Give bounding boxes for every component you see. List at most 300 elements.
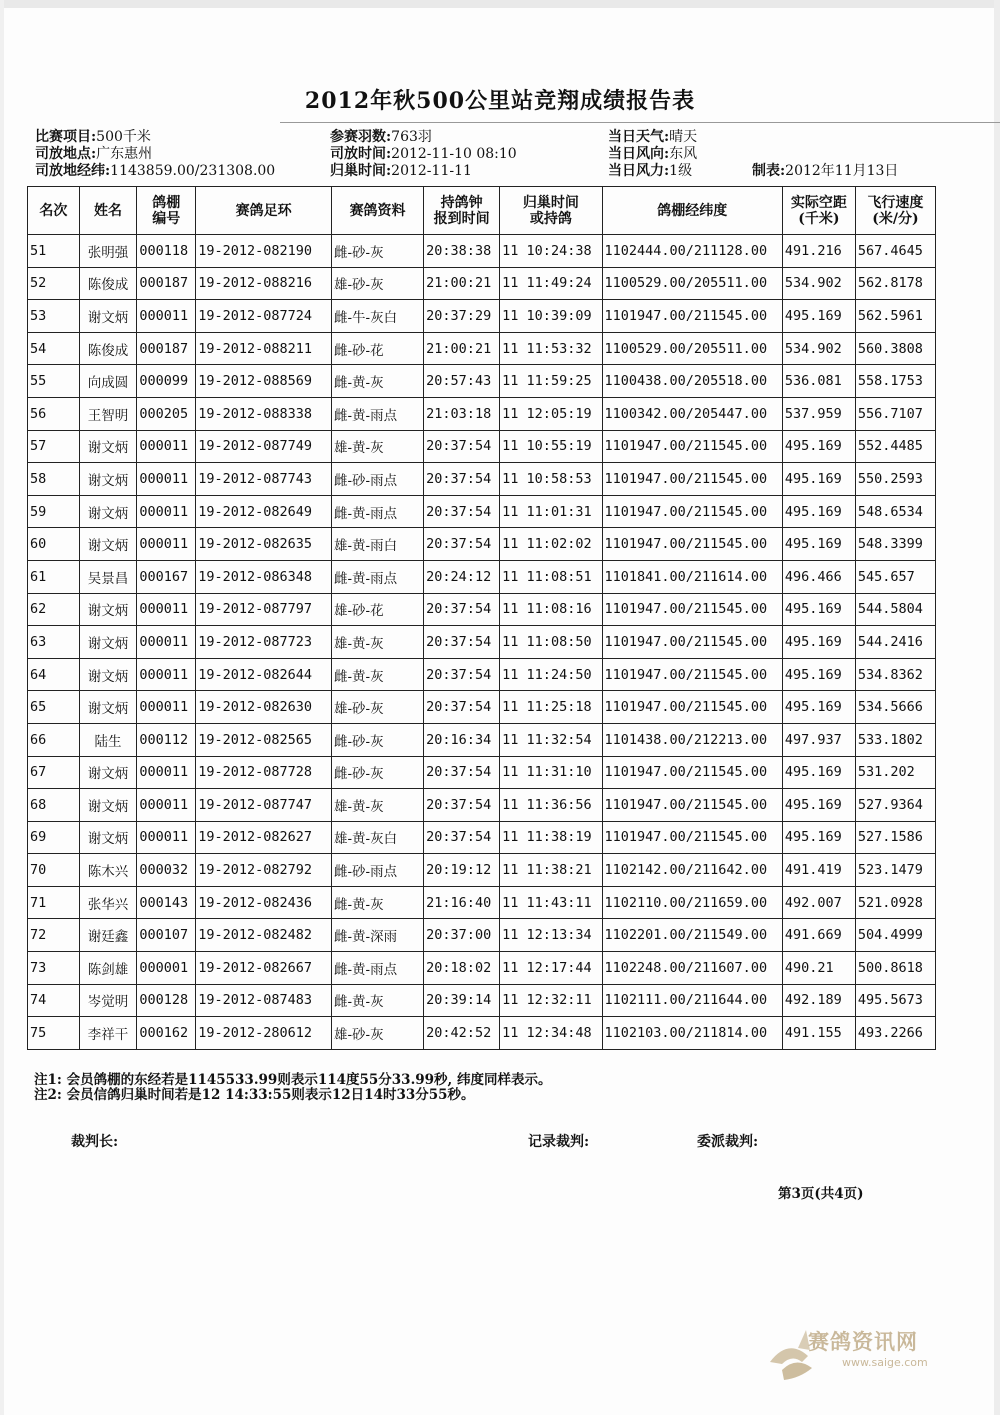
loft-coord-cell: 1102142.00/211642.00 [602, 854, 782, 887]
distance-cell: 495.169 [782, 593, 855, 626]
arrival-time-cell: 11 11:43:11 [500, 886, 602, 919]
watermark-url: www.saige.com [842, 1356, 928, 1369]
pigeon-info-cell: 雌-砂-灰 [331, 235, 423, 268]
meta-weather: 当日天气:晴天 [608, 129, 698, 145]
ring-cell: 19-2012-082792 [196, 854, 332, 887]
distance-cell: 495.169 [782, 756, 855, 789]
distance-cell: 492.007 [782, 886, 855, 919]
ring-cell: 19-2012-087749 [196, 430, 332, 463]
loft-coord-cell: 1101841.00/211614.00 [602, 560, 782, 593]
name-cell: 谢文炳 [79, 430, 137, 463]
loft-cell: 000099 [137, 365, 196, 398]
rank-cell: 66 [28, 723, 80, 756]
speed-cell: 500.8618 [855, 952, 935, 985]
rank-cell: 52 [28, 267, 80, 300]
speed-cell: 495.5673 [855, 984, 935, 1017]
clock-time-cell: 20:37:54 [424, 626, 500, 659]
pigeon-info-cell: 雄-砂-灰 [331, 1017, 423, 1050]
footnote-2: 注2: 会员信鸽归巢时间若是12 14:33:55则表示12日14时33分55秒。 [34, 1087, 475, 1103]
pigeon-info-cell: 雌-砂-灰 [331, 756, 423, 789]
name-cell: 陆生 [79, 723, 137, 756]
pigeon-info-cell: 雌-牛-灰白 [331, 300, 423, 333]
ring-cell: 19-2012-088338 [196, 397, 332, 430]
rank-cell: 68 [28, 789, 80, 822]
table-row [28, 528, 936, 561]
clock-time-cell: 21:00:21 [424, 332, 500, 365]
arrival-time-cell: 11 12:32:11 [500, 984, 602, 1017]
arrival-time-cell: 11 11:08:50 [500, 626, 602, 659]
arrival-time-cell: 11 10:55:19 [500, 430, 602, 463]
distance-cell: 537.959 [782, 397, 855, 430]
arrival-time-cell: 11 11:49:24 [500, 267, 602, 300]
watermark-text: 赛鸽资讯网 [808, 1330, 918, 1354]
speed-cell: 552.4485 [855, 430, 935, 463]
loft-cell: 000205 [137, 397, 196, 430]
loft-coord-cell: 1101947.00/211545.00 [602, 789, 782, 822]
ring-cell: 19-2012-082667 [196, 952, 332, 985]
distance-cell: 495.169 [782, 789, 855, 822]
rank-cell: 70 [28, 854, 80, 887]
speed-cell: 558.1753 [855, 365, 935, 398]
loft-coord-cell: 1101947.00/211545.00 [602, 528, 782, 561]
distance-cell: 491.419 [782, 854, 855, 887]
table-row [28, 658, 936, 691]
distance-cell: 495.169 [782, 691, 855, 724]
clock-time-cell: 20:37:00 [424, 919, 500, 952]
name-cell: 谢文炳 [79, 821, 137, 854]
distance-cell: 495.169 [782, 430, 855, 463]
loft-coord-cell: 1102111.00/211644.00 [602, 984, 782, 1017]
arrival-time-cell: 11 11:02:02 [500, 528, 602, 561]
pigeon-info-cell: 雌-黄-灰 [331, 984, 423, 1017]
loft-cell: 000107 [137, 919, 196, 952]
loft-cell: 000011 [137, 495, 196, 528]
arrival-time-cell: 11 11:32:54 [500, 723, 602, 756]
ring-cell: 19-2012-082635 [196, 528, 332, 561]
clock-time-cell: 20:16:34 [424, 723, 500, 756]
pigeon-info-cell: 雌-砂-灰 [331, 723, 423, 756]
pigeon-info-cell: 雌-黄-雨点 [331, 397, 423, 430]
loft-coord-cell: 1101947.00/211545.00 [602, 821, 782, 854]
scan-edge-left [0, 0, 4, 1415]
clock-time-cell: 20:42:52 [424, 1017, 500, 1050]
ring-cell: 19-2012-087723 [196, 626, 332, 659]
pigeon-info-cell: 雄-黄-灰白 [331, 821, 423, 854]
header-clock: 持鸽钟 报到时间 [424, 187, 500, 235]
name-cell: 谢文炳 [79, 593, 137, 626]
rank-cell: 55 [28, 365, 80, 398]
rank-cell: 60 [28, 528, 80, 561]
arrival-time-cell: 11 10:24:38 [500, 235, 602, 268]
distance-cell: 495.169 [782, 463, 855, 496]
scan-edge-top [0, 0, 1000, 8]
ring-cell: 19-2012-280612 [196, 1017, 332, 1050]
arrival-time-cell: 11 11:36:56 [500, 789, 602, 822]
loft-cell: 000011 [137, 463, 196, 496]
header-coord: 鸽棚经纬度 [602, 187, 782, 235]
rank-cell: 67 [28, 756, 80, 789]
table-row [28, 691, 936, 724]
ring-cell: 19-2012-087747 [196, 789, 332, 822]
speed-cell: 560.3808 [855, 332, 935, 365]
rank-cell: 56 [28, 397, 80, 430]
speed-cell: 544.5804 [855, 593, 935, 626]
pigeon-info-cell: 雌-黄-灰 [331, 886, 423, 919]
table-row [28, 919, 936, 952]
pigeon-info-cell: 雄-砂-灰 [331, 691, 423, 724]
clock-time-cell: 20:37:54 [424, 691, 500, 724]
header-name: 姓名 [79, 187, 137, 235]
speed-cell: 523.1479 [855, 854, 935, 887]
signature-delegated-referee: 委派裁判: [697, 1134, 759, 1150]
arrival-time-cell: 11 11:01:31 [500, 495, 602, 528]
speed-cell: 493.2266 [855, 1017, 935, 1050]
ring-cell: 19-2012-087483 [196, 984, 332, 1017]
speed-cell: 567.4645 [855, 235, 935, 268]
meta-return-time: 归巢时间:2012-11-11 [330, 163, 472, 179]
clock-time-cell: 20:37:29 [424, 300, 500, 333]
loft-coord-cell: 1102444.00/211128.00 [602, 235, 782, 268]
table-row [28, 756, 936, 789]
clock-time-cell: 20:37:54 [424, 789, 500, 822]
loft-cell: 000011 [137, 658, 196, 691]
arrival-time-cell: 11 11:59:25 [500, 365, 602, 398]
speed-cell: 556.7107 [855, 397, 935, 430]
signature-chief-referee: 裁判长: [71, 1134, 119, 1150]
rank-cell: 73 [28, 952, 80, 985]
loft-coord-cell: 1102201.00/211549.00 [602, 919, 782, 952]
meta-race-item: 比赛项目:500千米 [35, 129, 151, 145]
meta-wind-force: 当日风力:1级 [608, 163, 693, 179]
rank-cell: 51 [28, 235, 80, 268]
pigeon-info-cell: 雌-黄-雨点 [331, 952, 423, 985]
distance-cell: 495.169 [782, 528, 855, 561]
meta-made-date: 制表:2012年11月13日 [752, 163, 899, 179]
rank-cell: 63 [28, 626, 80, 659]
loft-cell: 000011 [137, 626, 196, 659]
name-cell: 谢文炳 [79, 789, 137, 822]
name-cell: 谢文炳 [79, 300, 137, 333]
distance-cell: 491.216 [782, 235, 855, 268]
name-cell: 张明强 [79, 235, 137, 268]
rank-cell: 53 [28, 300, 80, 333]
ring-cell: 19-2012-082649 [196, 495, 332, 528]
arrival-time-cell: 11 12:13:34 [500, 919, 602, 952]
table-row [28, 463, 936, 496]
distance-cell: 497.937 [782, 723, 855, 756]
speed-cell: 527.1586 [855, 821, 935, 854]
loft-cell: 000001 [137, 952, 196, 985]
loft-cell: 000011 [137, 821, 196, 854]
name-cell: 吴景昌 [79, 560, 137, 593]
table-row [28, 723, 936, 756]
ring-cell: 19-2012-088216 [196, 267, 332, 300]
table-row [28, 495, 936, 528]
clock-time-cell: 20:37:54 [424, 528, 500, 561]
rank-cell: 72 [28, 919, 80, 952]
clock-time-cell: 20:37:54 [424, 658, 500, 691]
speed-cell: 531.202 [855, 756, 935, 789]
pigeon-info-cell: 雄-黄-灰 [331, 430, 423, 463]
footnote-1: 注1: 会员鸽棚的东经若是1145533.99则表示114度55分33.99秒, 纬度同样表示。 [34, 1072, 552, 1088]
loft-cell: 000187 [137, 332, 196, 365]
loft-coord-cell: 1101947.00/211545.00 [602, 300, 782, 333]
loft-coord-cell: 1102103.00/211814.00 [602, 1017, 782, 1050]
rank-cell: 74 [28, 984, 80, 1017]
loft-coord-cell: 1101947.00/211545.00 [602, 691, 782, 724]
arrival-time-cell: 11 11:08:16 [500, 593, 602, 626]
distance-cell: 534.902 [782, 332, 855, 365]
distance-cell: 491.669 [782, 919, 855, 952]
clock-time-cell: 21:00:21 [424, 267, 500, 300]
loft-coord-cell: 1101947.00/211545.00 [602, 626, 782, 659]
table-row [28, 789, 936, 822]
ring-cell: 19-2012-082630 [196, 691, 332, 724]
pigeon-info-cell: 雌-黄-灰 [331, 365, 423, 398]
distance-cell: 496.466 [782, 560, 855, 593]
speed-cell: 548.3399 [855, 528, 935, 561]
loft-coord-cell: 1102248.00/211607.00 [602, 952, 782, 985]
clock-time-cell: 20:37:54 [424, 430, 500, 463]
loft-coord-cell: 1100529.00/205511.00 [602, 332, 782, 365]
loft-coord-cell: 1100342.00/205447.00 [602, 397, 782, 430]
scan-edge-right [994, 0, 1000, 1415]
header-ring: 赛鸽足环 [196, 187, 332, 235]
loft-cell: 000011 [137, 430, 196, 463]
clock-time-cell: 20:37:54 [424, 463, 500, 496]
speed-cell: 545.657 [855, 560, 935, 593]
name-cell: 谢文炳 [79, 463, 137, 496]
rank-cell: 65 [28, 691, 80, 724]
loft-coord-cell: 1101947.00/211545.00 [602, 495, 782, 528]
loft-cell: 000011 [137, 528, 196, 561]
header-loft: 鸽棚 编号 [137, 187, 196, 235]
loft-cell: 000011 [137, 756, 196, 789]
distance-cell: 534.902 [782, 267, 855, 300]
pigeon-info-cell: 雌-黄-深雨 [331, 919, 423, 952]
ring-cell: 19-2012-087728 [196, 756, 332, 789]
pigeon-info-cell: 雌-砂-雨点 [331, 463, 423, 496]
loft-cell: 000187 [137, 267, 196, 300]
speed-cell: 504.4999 [855, 919, 935, 952]
ring-cell: 19-2012-082482 [196, 919, 332, 952]
rank-cell: 69 [28, 821, 80, 854]
rank-cell: 54 [28, 332, 80, 365]
pigeon-info-cell: 雌-黄-雨点 [331, 495, 423, 528]
clock-time-cell: 20:38:38 [424, 235, 500, 268]
name-cell: 陈俊成 [79, 332, 137, 365]
ring-cell: 19-2012-082627 [196, 821, 332, 854]
loft-cell: 000011 [137, 691, 196, 724]
speed-cell: 534.8362 [855, 658, 935, 691]
distance-cell: 490.21 [782, 952, 855, 985]
rank-cell: 61 [28, 560, 80, 593]
ring-cell: 19-2012-086348 [196, 560, 332, 593]
name-cell: 王智明 [79, 397, 137, 430]
results-body [28, 235, 936, 1050]
loft-coord-cell: 1102110.00/211659.00 [602, 886, 782, 919]
table-header-row [28, 187, 936, 235]
name-cell: 谢文炳 [79, 528, 137, 561]
ring-cell: 19-2012-082190 [196, 235, 332, 268]
rank-cell: 64 [28, 658, 80, 691]
header-arrival: 归巢时间 或持鸽 [500, 187, 602, 235]
loft-coord-cell: 1101947.00/211545.00 [602, 756, 782, 789]
speed-cell: 562.8178 [855, 267, 935, 300]
loft-cell: 000128 [137, 984, 196, 1017]
table-row [28, 626, 936, 659]
rank-cell: 57 [28, 430, 80, 463]
distance-cell: 536.081 [782, 365, 855, 398]
clock-time-cell: 21:03:18 [424, 397, 500, 430]
arrival-time-cell: 11 11:25:18 [500, 691, 602, 724]
loft-cell: 000011 [137, 789, 196, 822]
loft-coord-cell: 1101947.00/211545.00 [602, 463, 782, 496]
ring-cell: 19-2012-082436 [196, 886, 332, 919]
pigeon-info-cell: 雄-砂-花 [331, 593, 423, 626]
ring-cell: 19-2012-082644 [196, 658, 332, 691]
clock-time-cell: 20:39:14 [424, 984, 500, 1017]
name-cell: 陈剑雄 [79, 952, 137, 985]
meta-wind-direction: 当日风向:东风 [608, 146, 698, 162]
header-info: 赛鸽资料 [331, 187, 423, 235]
table-row [28, 821, 936, 854]
clock-time-cell: 20:19:12 [424, 854, 500, 887]
name-cell: 谢文炳 [79, 495, 137, 528]
pigeon-info-cell: 雄-黄-灰 [331, 789, 423, 822]
pigeon-info-cell: 雌-黄-灰 [331, 658, 423, 691]
distance-cell: 495.169 [782, 821, 855, 854]
rank-cell: 71 [28, 886, 80, 919]
header-speed: 飞行速度 (米/分) [855, 187, 935, 235]
name-cell: 谢文炳 [79, 658, 137, 691]
header-rank: 名次 [28, 187, 80, 235]
speed-cell: 548.6534 [855, 495, 935, 528]
arrival-time-cell: 11 11:53:32 [500, 332, 602, 365]
speed-cell: 521.0928 [855, 886, 935, 919]
distance-cell: 495.169 [782, 495, 855, 528]
meta-release-time: 司放时间:2012-11-10 08:10 [330, 146, 517, 162]
ring-cell: 19-2012-087797 [196, 593, 332, 626]
distance-cell: 495.169 [782, 658, 855, 691]
table-row [28, 1017, 936, 1050]
table-row [28, 235, 936, 268]
ring-cell: 19-2012-088211 [196, 332, 332, 365]
name-cell: 谢文炳 [79, 756, 137, 789]
ring-cell: 19-2012-088569 [196, 365, 332, 398]
name-cell: 张华兴 [79, 886, 137, 919]
table-row [28, 430, 936, 463]
clock-time-cell: 20:37:54 [424, 821, 500, 854]
table-row [28, 952, 936, 985]
arrival-time-cell: 11 12:17:44 [500, 952, 602, 985]
loft-cell: 000167 [137, 560, 196, 593]
meta-release-coord: 司放地经纬:1143859.00/231308.00 [35, 163, 276, 179]
name-cell: 李祥干 [79, 1017, 137, 1050]
table-row [28, 267, 936, 300]
table-row [28, 854, 936, 887]
pigeon-info-cell: 雄-黄-灰 [331, 626, 423, 659]
loft-cell: 000112 [137, 723, 196, 756]
distance-cell: 491.155 [782, 1017, 855, 1050]
page-number: 第3页(共4页) [778, 1186, 864, 1202]
signature-recorder: 记录裁判: [528, 1134, 590, 1150]
speed-cell: 550.2593 [855, 463, 935, 496]
pigeon-info-cell: 雄-黄-雨白 [331, 528, 423, 561]
table-row [28, 365, 936, 398]
pigeon-info-cell: 雌-砂-雨点 [331, 854, 423, 887]
loft-cell: 000011 [137, 593, 196, 626]
table-row [28, 397, 936, 430]
loft-coord-cell: 1101438.00/212213.00 [602, 723, 782, 756]
name-cell: 谢文炳 [79, 626, 137, 659]
arrival-time-cell: 11 11:31:10 [500, 756, 602, 789]
loft-coord-cell: 1100529.00/205511.00 [602, 267, 782, 300]
pigeon-info-cell: 雌-黄-雨点 [331, 560, 423, 593]
clock-time-cell: 20:37:54 [424, 756, 500, 789]
arrival-time-cell: 11 10:58:53 [500, 463, 602, 496]
loft-cell: 000032 [137, 854, 196, 887]
loft-coord-cell: 1101947.00/211545.00 [602, 430, 782, 463]
rank-cell: 75 [28, 1017, 80, 1050]
name-cell: 岑觉明 [79, 984, 137, 1017]
loft-cell: 000118 [137, 235, 196, 268]
name-cell: 谢廷鑫 [79, 919, 137, 952]
speed-cell: 533.1802 [855, 723, 935, 756]
loft-cell: 000143 [137, 886, 196, 919]
results-table [27, 186, 936, 1050]
arrival-time-cell: 11 11:24:50 [500, 658, 602, 691]
loft-cell: 000011 [137, 300, 196, 333]
clock-time-cell: 20:37:54 [424, 495, 500, 528]
pigeon-info-cell: 雄-砂-灰 [331, 267, 423, 300]
table-row [28, 300, 936, 333]
report-title: 2012年秋500公里站竞翔成绩报告表 [304, 88, 696, 114]
meta-entries: 参赛羽数:763羽 [330, 129, 432, 145]
speed-cell: 544.2416 [855, 626, 935, 659]
arrival-time-cell: 11 11:38:19 [500, 821, 602, 854]
clock-time-cell: 20:57:43 [424, 365, 500, 398]
distance-cell: 495.169 [782, 626, 855, 659]
clock-time-cell: 20:37:54 [424, 593, 500, 626]
arrival-time-cell: 11 11:08:51 [500, 560, 602, 593]
arrival-time-cell: 11 11:38:21 [500, 854, 602, 887]
loft-coord-cell: 1101947.00/211545.00 [602, 593, 782, 626]
distance-cell: 492.189 [782, 984, 855, 1017]
ring-cell: 19-2012-087743 [196, 463, 332, 496]
meta-release-place: 司放地点:广东惠州 [35, 146, 153, 162]
rank-cell: 58 [28, 463, 80, 496]
pigeon-info-cell: 雌-砂-花 [331, 332, 423, 365]
loft-cell: 000162 [137, 1017, 196, 1050]
name-cell: 陈木兴 [79, 854, 137, 887]
speed-cell: 527.9364 [855, 789, 935, 822]
clock-time-cell: 21:16:40 [424, 886, 500, 919]
table-row [28, 332, 936, 365]
ring-cell: 19-2012-087724 [196, 300, 332, 333]
name-cell: 陈俊成 [79, 267, 137, 300]
table-row [28, 560, 936, 593]
ring-cell: 19-2012-082565 [196, 723, 332, 756]
name-cell: 向成圆 [79, 365, 137, 398]
clock-time-cell: 20:18:02 [424, 952, 500, 985]
speed-cell: 534.5666 [855, 691, 935, 724]
arrival-time-cell: 11 10:39:09 [500, 300, 602, 333]
speed-cell: 562.5961 [855, 300, 935, 333]
arrival-time-cell: 11 12:34:48 [500, 1017, 602, 1050]
rank-cell: 62 [28, 593, 80, 626]
header-distance: 实际空距 (千米) [782, 187, 855, 235]
